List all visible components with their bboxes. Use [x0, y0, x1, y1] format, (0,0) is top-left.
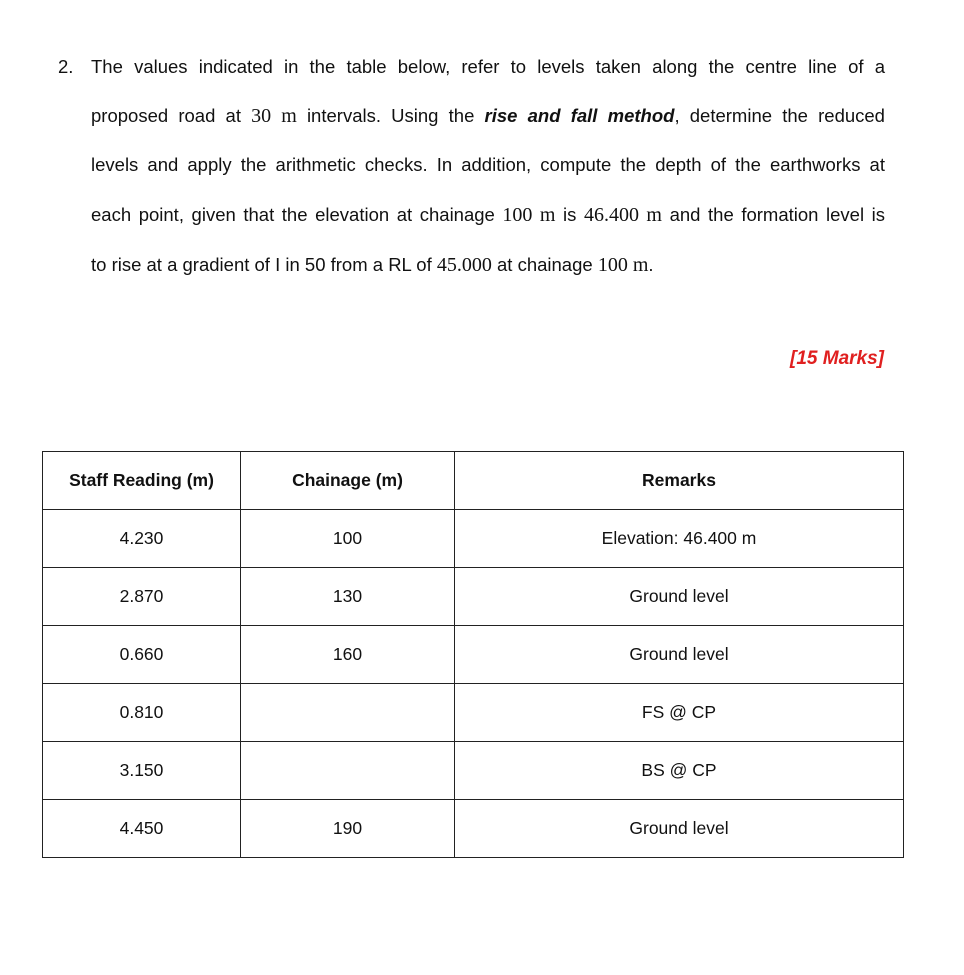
header-chainage: Chainage (m)	[241, 452, 455, 510]
cell-remarks: Elevation: 46.400 m	[455, 510, 904, 568]
header-remarks: Remarks	[455, 452, 904, 510]
cell-remarks: FS @ CP	[455, 684, 904, 742]
question-line-5: to rise at a gradient of I in 50 from a RL of 45.000 at chainage 100 m.	[91, 254, 654, 276]
table-header-row	[43, 452, 904, 510]
table-row	[43, 626, 904, 684]
question-line-1: The values indicated in the table below, refer to levels taken along the centre line of a	[91, 56, 885, 77]
cell-staff-reading: 0.660	[43, 626, 241, 684]
cell-remarks: Ground level	[455, 800, 904, 858]
table-row	[43, 800, 904, 858]
cell-remarks: Ground level	[455, 626, 904, 684]
table-row	[43, 568, 904, 626]
cell-remarks: BS @ CP	[455, 742, 904, 800]
levels-table	[42, 451, 904, 858]
question-line-3: levels and apply the arithmetic checks. In addition, compute the depth of the earthworks at	[91, 154, 885, 175]
cell-chainage: 160	[241, 626, 455, 684]
question-line-4: each point, given that the elevation at chainage 100 m is 46.400 m and the formation level is	[91, 204, 886, 226]
cell-staff-reading: 4.230	[43, 510, 241, 568]
cell-staff-reading: 4.450	[43, 800, 241, 858]
cell-chainage: 100	[241, 510, 455, 568]
cell-chainage	[241, 742, 455, 800]
method-emphasis: rise and fall method	[484, 105, 675, 126]
question-line-2: proposed road at 30 m intervals. Using the rise and fall method, determine the reduced	[91, 105, 885, 127]
table-row	[43, 742, 904, 800]
table-row	[43, 684, 904, 742]
cell-chainage: 130	[241, 568, 455, 626]
cell-chainage: 190	[241, 800, 455, 858]
cell-staff-reading: 3.150	[43, 742, 241, 800]
cell-chainage	[241, 684, 455, 742]
question-number: 2.	[58, 56, 74, 77]
header-staff-reading: Staff Reading (m)	[43, 452, 241, 510]
marks-label: [15 Marks]	[790, 348, 884, 369]
table-row	[43, 510, 904, 568]
cell-staff-reading: 0.810	[43, 684, 241, 742]
cell-remarks: Ground level	[455, 568, 904, 626]
cell-staff-reading: 2.870	[43, 568, 241, 626]
